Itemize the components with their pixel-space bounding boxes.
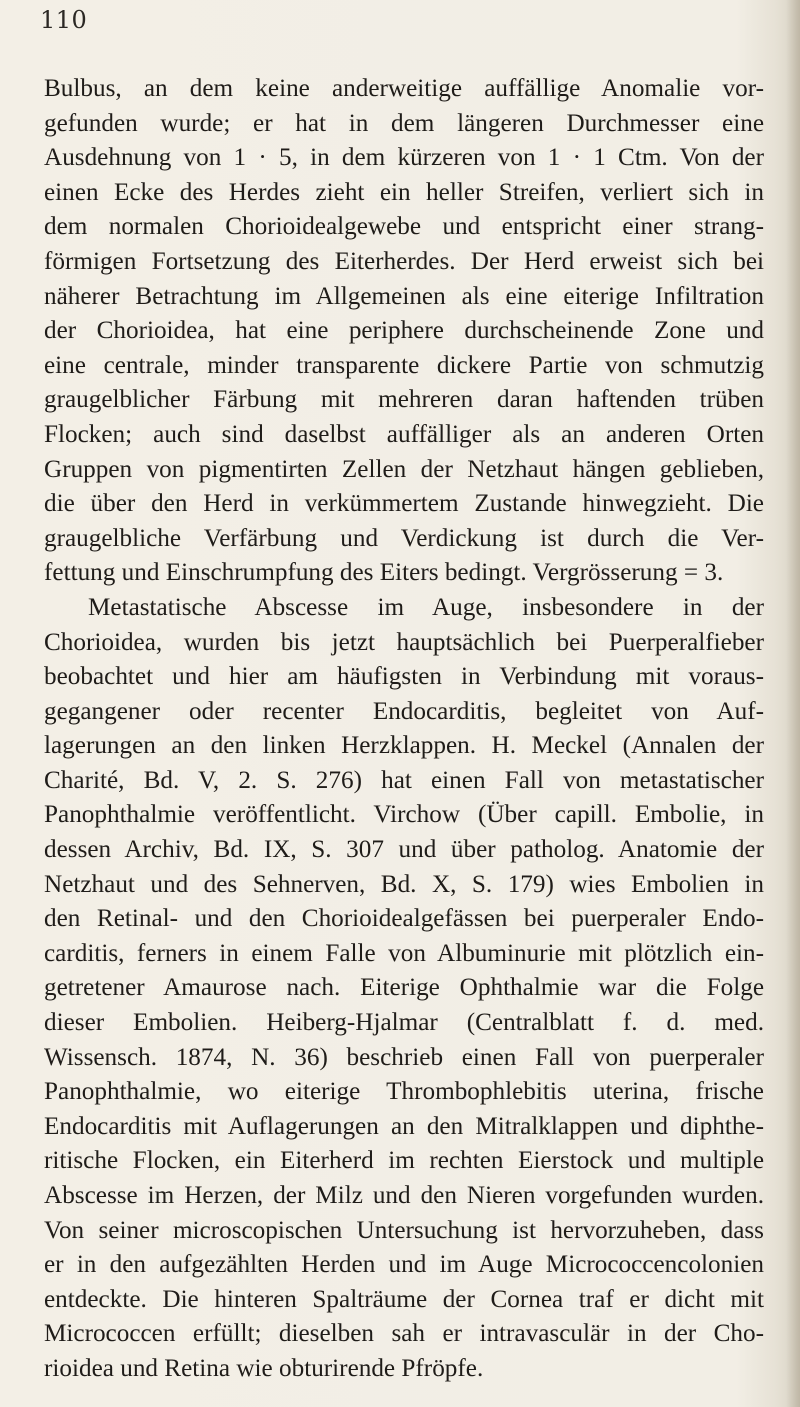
text-line: eine centrale, minder transparente dickere Partie von schmutzig bbox=[44, 351, 764, 379]
text-line: Abscesse im Herzen, der Milz und den Nieren vorgefunden wurden. bbox=[44, 1182, 764, 1209]
text-line: Chorioidea, wurden bis jetzt hauptsächlich bei Puerperalfieber bbox=[44, 628, 764, 656]
text-line: Von seiner microscopischen Untersuchung ist hervorzuheben, dass bbox=[44, 1216, 764, 1244]
text-line: der Chorioidea, hat eine periphere durchscheinende Zone und bbox=[44, 317, 764, 345]
text-line: förmigen Fortsetzung des Eiterherdes. Der Herd erweist sich bei bbox=[44, 247, 764, 275]
text-line: ritische Flocken, ein Eiterherd im rechten Eierstock und multiple bbox=[44, 1147, 764, 1175]
text-line: beobachtet und hier am häufigsten in Verbindung mit voraus- bbox=[44, 663, 764, 691]
text-line: gefunden wurde; er hat in dem längeren Durchmesser eine bbox=[44, 109, 764, 137]
text-line: er in den aufgezählten Herden und im Auge Micrococcencolonien bbox=[44, 1251, 764, 1279]
text-line: die über den Herd in verkümmertem Zustande hinwegzieht. Die bbox=[44, 490, 764, 518]
text-line: lagerungen an den linken Herzklappen. H. Meckel (Annalen der bbox=[44, 732, 764, 760]
text-line: Panophthalmie, wo eiterige Thrombophlebitis uterina, frische bbox=[44, 1078, 764, 1106]
text-line: den Retinal- und den Chorioidealgefässen bei puerperaler Endo- bbox=[44, 905, 764, 933]
paragraph-start-line: Metastatische Abscesse im Auge, insbesondere in der bbox=[88, 593, 764, 621]
text-line: dieser Embolien. Heiberg-Hjalmar (Centralblatt f. d. med. bbox=[44, 1009, 764, 1037]
body-text bbox=[44, 72, 764, 1387]
text-line: Charité, Bd. V, 2. S. 276) hat einen Fall von metastatischer bbox=[44, 766, 764, 794]
text-line: Endocarditis mit Auflagerungen an den Mitralklappen und diphthe- bbox=[44, 1112, 764, 1140]
text-line: einen Ecke des Herdes zieht ein heller Streifen, verliert sich in bbox=[44, 178, 764, 206]
text-line: dem normalen Chorioidealgewebe und entspricht einer strang- bbox=[44, 213, 764, 241]
text-line: graugelbliche Verfärbung und Verdickung ist durch die Ver- bbox=[44, 524, 764, 552]
text-line: Gruppen von pigmentirten Zellen der Netzhaut hängen geblieben, bbox=[44, 455, 764, 483]
text-line: carditis, ferners in einem Falle von Albuminurie mit plötzlich ein- bbox=[44, 939, 764, 967]
text-line: graugelblicher Färbung mit mehreren daran haftenden trüben bbox=[44, 386, 764, 414]
text-line: getretener Amaurose nach. Eiterige Ophthalmie war die Folge bbox=[44, 974, 764, 1002]
text-line: Bulbus, an dem keine anderweitige auffällige Anomalie vor- bbox=[44, 75, 764, 102]
text-line: entdeckte. Die hinteren Spalträume der Cornea traf er dicht mit bbox=[44, 1285, 764, 1313]
text-line: Flocken; auch sind daselbst auffälliger als an anderen Orten bbox=[44, 420, 764, 448]
text-line: rioidea und Retina wie obturirende Pfröpfe. bbox=[44, 1354, 484, 1382]
text-line: Micrococcen erfüllt; dieselben sah er intravasculär in der Cho- bbox=[44, 1320, 764, 1348]
text-line: näherer Betrachtung im Allgemeinen als eine eiterige Infiltration bbox=[44, 282, 764, 310]
text-line: Ausdehnung von 1 · 5, in dem kürzeren von 1 · 1 Ctm. Von der bbox=[44, 144, 764, 172]
text-line: dessen Archiv, Bd. IX, S. 307 und über patholog. Anatomie der bbox=[44, 836, 764, 864]
text-line: Netzhaut und des Sehnerven, Bd. X, S. 179) wies Embolien in bbox=[44, 870, 764, 898]
text-line: fettung und Einschrumpfung des Eiters bedingt. Vergrösserung = 3. bbox=[44, 559, 724, 587]
page-edge-shadow bbox=[786, 0, 800, 1407]
text-line: Panophthalmie veröffentlicht. Virchow (Über capill. Embolie, in bbox=[44, 801, 764, 829]
text-line: Wissensch. 1874, N. 36) beschrieb einen Fall von puerperaler bbox=[44, 1043, 764, 1071]
page-number: 110 bbox=[40, 6, 88, 34]
text-line: gegangener oder recenter Endocarditis, begleitet von Auf- bbox=[44, 697, 764, 725]
